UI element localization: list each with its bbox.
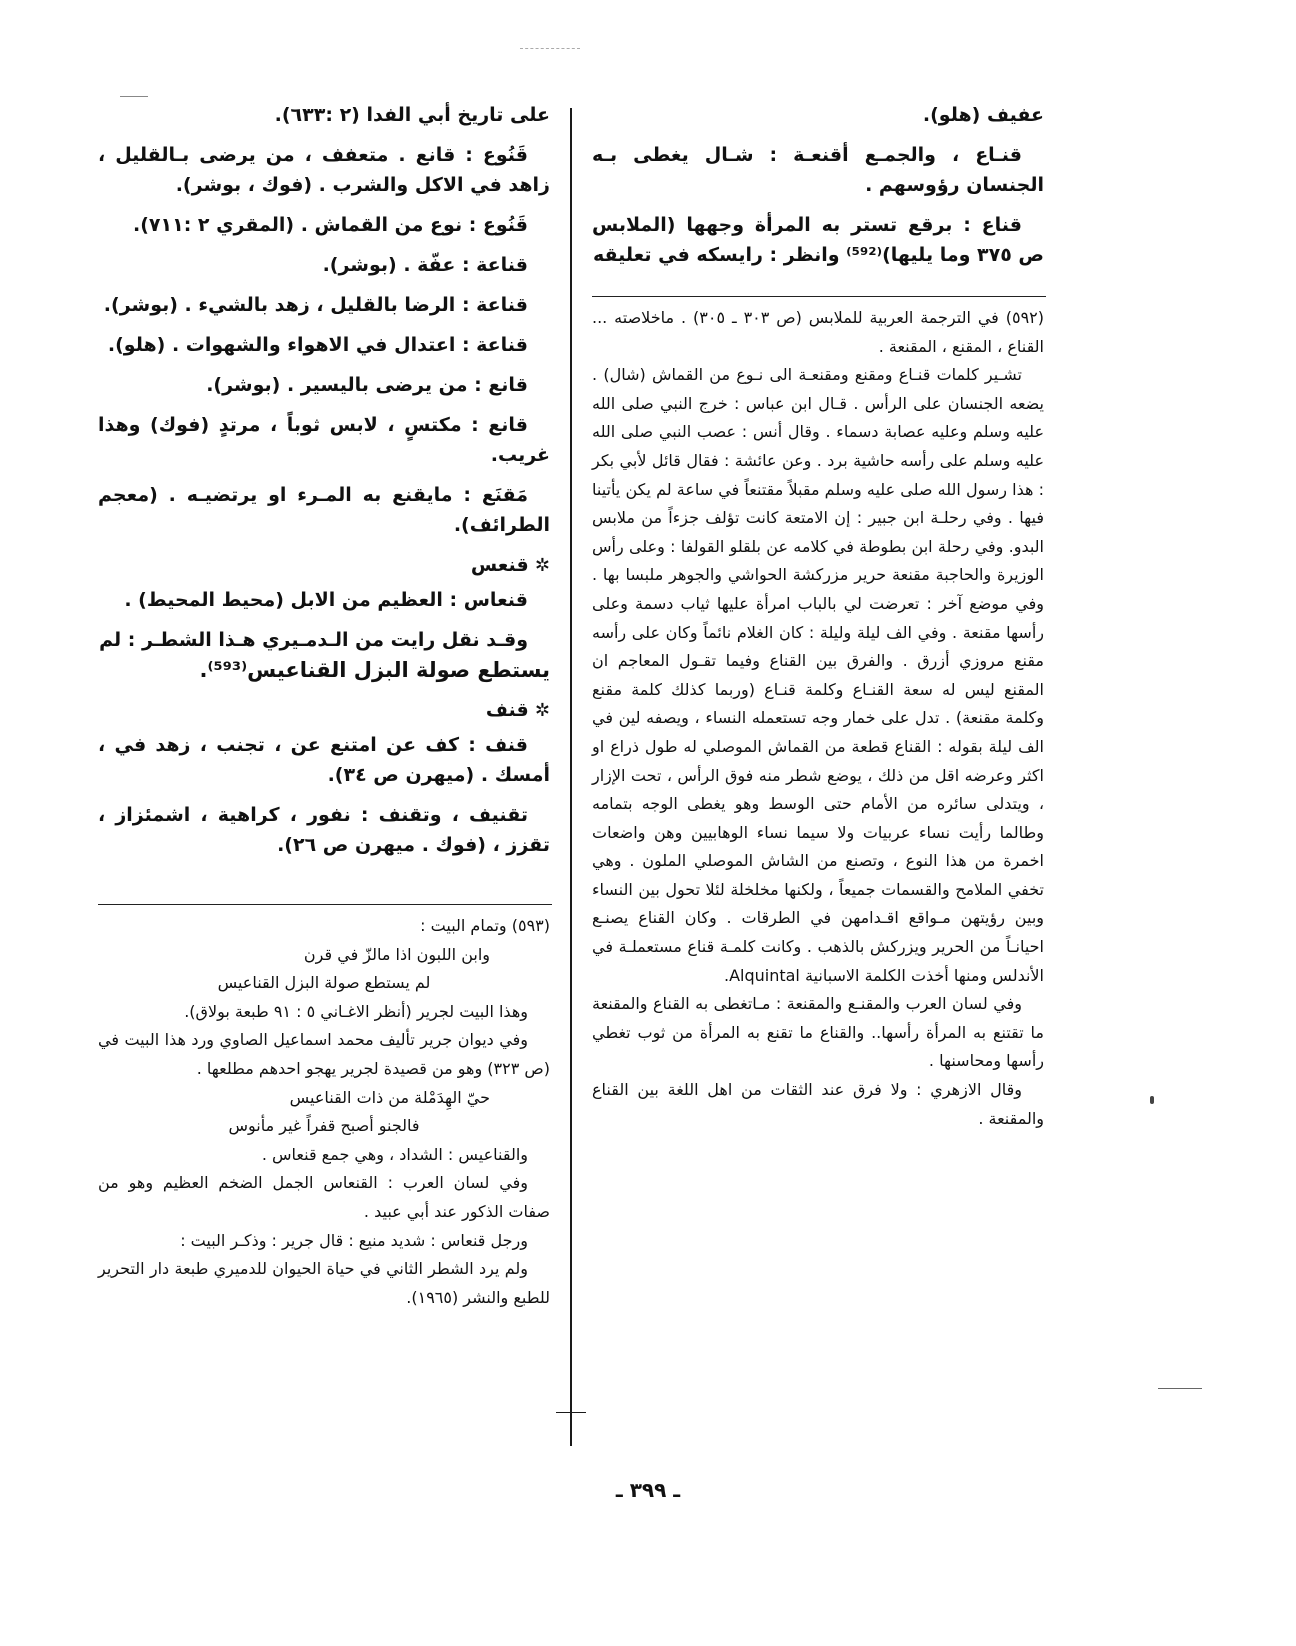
entry-qanu-1: قَنُوع : قانع . متعفف ، من يرضى بـالقليل ، زاهد في الاكل والشرب . (فوك ، بوشر). xyxy=(98,144,550,196)
left-footnote-rule xyxy=(98,904,552,905)
footnote-593-qanais: والقناعيس : الشداد ، وهي جمع قنعاس . xyxy=(261,1144,528,1164)
asterisk-icon: ✲ xyxy=(528,555,550,576)
footnote-592-azhari: وقال الازهري : ولا فرق عند الثقات من اهل اللغة بين القناع والمقنعة . xyxy=(592,1080,1044,1128)
footnote-592-intro: (٥٩٢) في الترجمة العربية للملابس (ص ٣٠٣ ـ ٣٠٥) . ماخلاصته ... القناع ، المقنع ، المقنعة . xyxy=(592,308,1045,356)
right-entry-qina-burqa: قناع : برقع تستر به المرأة وجهها (الملابس ص ٣٧٥ وما يليها)⁽⁵⁹²⁾ وانظر : رايسكه في تعليقه xyxy=(592,214,1044,266)
entry-qanu-2: قَنُوع : نوع من القماش . (المقري ٢ :٧١١). xyxy=(132,214,528,236)
footnote-593-diwan: وفي ديوان جرير تأليف محمد اسماعيل الصاوي ورد هذا البيت في (ص ٣٢٣) وهو من قصيدة لجرير يهجو احدهم مطلعها . xyxy=(98,1030,550,1078)
entry-wright-note: وقـد نقل رايت من الـدمـيري هـذا الشطـر : لم xyxy=(99,629,528,651)
entry-qanaf: قنف : كف عن امتنع عن ، تجنب ، زهد في ، أمسك . (ميهرن ص ٣٤). xyxy=(98,734,550,786)
footnote-593-lisan: وفي لسان العرب : القنعاس الجمل الضخم العظيم وهو من صفات الذكور عند أبي عبيد . xyxy=(98,1173,550,1221)
entry-qanaa-1: قناعة : عفّة . (بوشر). xyxy=(322,254,528,276)
right-entry-qina-plural: قنـاع ، والجمـع أقنعـة : شـال يغطى بـه الجنسان رؤوسهم . xyxy=(592,144,1044,196)
footnote-593-damiri: ولم يرد الشطر الثاني في حياة الحيوان للدميري طبعة دار التحرير للطبع والنشر (١٩٦٥). xyxy=(98,1259,550,1307)
footnote-593-verse-2: لم يستطع صولة البزل القناعيس xyxy=(217,973,431,993)
footnote-592-lisan: وفي لسان العرب والمقنـع والمقنعة : مـاتغطى به القناع والمقنعة ما تقتنع به المرأة رأسها.. والقناع ما تقنع به المرأة من ثوب تغطي رأسها ومحاسنها . xyxy=(592,994,1044,1071)
footnote-593-verse-1: وابن اللبون اذا مالزّ في قرن xyxy=(303,944,490,964)
scan-artifact-dot xyxy=(1150,1096,1154,1104)
root-qnas-heading: ✲ قنعس xyxy=(470,554,550,576)
verse-hemistich: يستطع صولة البزل القناعيس⁽⁵⁹³⁾. xyxy=(199,658,550,682)
column-divider-tick xyxy=(556,1412,586,1413)
asterisk-icon: ✲ xyxy=(528,700,550,721)
entry-qanaa-3: قناعة : اعتدال في الاهواء والشهوات . (هلو). xyxy=(107,334,528,356)
left-footnotes xyxy=(98,912,550,1312)
column-divider xyxy=(570,108,572,1446)
footnote-593-rajul: ورجل قنعاس : شديد منيع : قال جرير : وذكـر البيت : xyxy=(180,1230,528,1250)
right-footnote-rule xyxy=(592,296,1046,297)
footnote-593-verse-3: حيّ الهِدَمْلة من ذات القناعيس xyxy=(289,1087,490,1107)
entry-taqnif: تقنيف ، وتقنف : نفور ، كراهية ، اشمئزاز ، تقزز ، (فوك . ميهرن ص ٢٦). xyxy=(98,804,550,856)
footnote-593-intro: (٥٩٣) وتمام البيت : xyxy=(420,916,550,935)
footnote-592-body: تشـير كلمات قنـاع ومقنع ومقنعـة الى نـوع من القماش (شال) . يضعه الجنسان على الرأس . قـال ابن عباس : خرج النبي صلى الله عليه وسلم وعليه عصابة دسماء . وقال أنس : عصب النبي صلى الله عليه وسلم على رأسه حاشية برد . وعن عائشة : فقال قائل لأبي بكر : هذا رسول الله صلى عليه وسلم مقبلاً مقتنعاً في ساعة لم يكن يأتينا فيها . وفي رحلـة ابن جبير : إن الامتعة كانت تؤلف جزءاً من ملابس البدو. وفي رحلة ابن بطوطة في كلامه عن بلقلو القولفا : وعلى رأس الوزيرة والحاجبة مقنعة حرير مزركشة الحواشي والجوهر ملبسا بها . وفي موضع آخر : تعرضت لي بالباب امرأة عليها ثياب دسمة وعلى رأسها مقنعة . وفي الف ليلة وليلة : كان الغلام نائماً وكان على رأسه مقنع مروزي أزرق . والفرق بين القناع وفيما تقـول المعاجم ان المقنع ليس له سعة القنـاع وكلمة قنـاع (وربما كذلك كلمة مقنع وكلمة مقنعة) . تدل على خمار وجه تستعمله النساء ، ويصفه لين في الف ليلة بقوله : القناع قطعة من القماش الموصلي له طول ذراع او اكثر وعرضه اقل من ذلك ، يوضع شطر منه فوق الرأس ، تحت الإزار ، ويتدلى سائره من الأمام حتى الوسط وهو يغطى الوجه بتمامه وطالما رأيت نساء عربيات ولا سيما نساء الوهابيين وهن واضعات اخمرة من هذا النوع ، وتصنع من الشاش الموصلي الملون . وهي تخفي الملامح والقسمات جميعاً ، ولكنها مخلخلة لئلا تحول بين النساء وبين رؤيتهن مـواقع اقـدامهن في الطرقات . وكان القناع يصنـع احيانـاً من الحرير ويزركش بالذهب . وكانت كلمـة قناع مستعملـة في الأندلس ومنها أخذت الكلمة الاسبانية Alquintal. xyxy=(592,365,1044,985)
right-main-line-1: عفيف (هلو). xyxy=(922,104,1044,126)
scan-artifact-mark xyxy=(120,96,148,97)
entry-qani-2: قانع : مكتسٍ ، لابس ثوباً ، مرتدٍ (فوك) وهذا غريب. xyxy=(98,414,550,466)
right-footnotes xyxy=(592,304,1044,1133)
scan-artifact-line xyxy=(1158,1388,1202,1389)
page-number: ـ ٣٩٩ ـ xyxy=(615,1478,681,1502)
root-qnf-heading: ✲ قنف xyxy=(485,699,550,721)
entry-qinas: قنعاس : العظيم من الابل (محيط المحيط) . xyxy=(124,589,528,611)
footnote-593-jarir: وهذا البيت لجرير (أنظر الاغـاني ٥ : ٩١ طبعة بولاق). xyxy=(184,1001,528,1021)
left-main-line-1: على تاريخ أبي الفدا (٢ :٦٣٣). xyxy=(274,104,550,126)
entry-qanaa-2: قناعة : الرضا بالقليل ، زهد بالشيء . (بوشر). xyxy=(103,294,528,316)
right-column xyxy=(592,100,1044,280)
scan-artifact-top xyxy=(520,48,580,49)
footnote-593-verse-4: فالجنو أصبح قفراً غير مأنوس xyxy=(228,1116,420,1136)
entry-qani-1: قانع : من يرضى باليسير . (بوشر). xyxy=(206,374,528,396)
entry-maqna: مَقنَع : مايقنع به المـرء او يرتضيـه . (معجم الطرائف). xyxy=(98,484,550,536)
left-column xyxy=(98,100,550,870)
